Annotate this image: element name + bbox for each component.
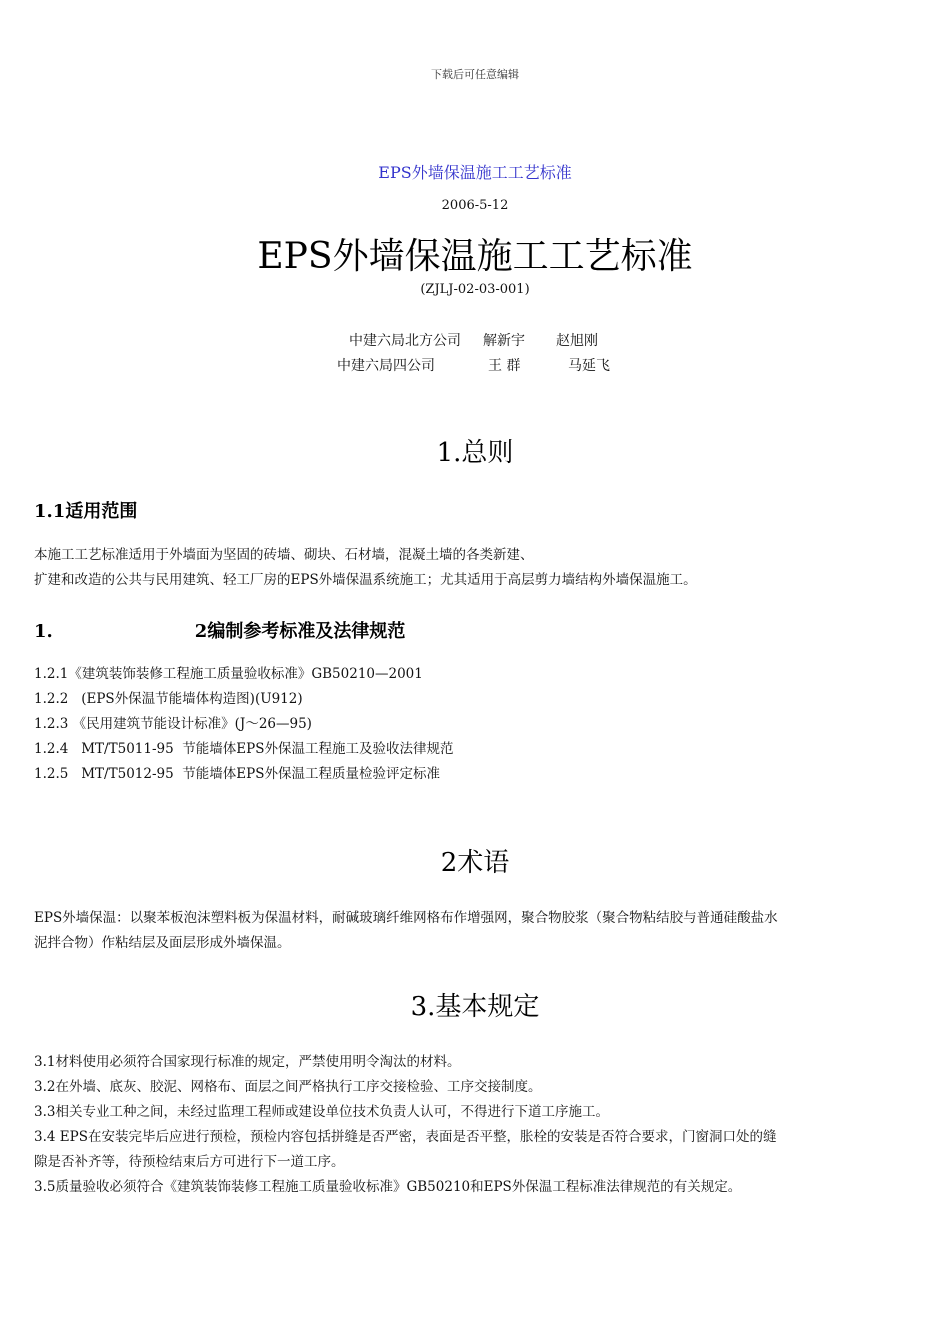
header-note: 下载后可任意编辑 [431, 68, 519, 81]
basic-rules-list [34, 1050, 914, 1200]
reference-list [34, 662, 453, 787]
paragraph-line: EPS外墙保温：以聚苯板泡沫塑料板为保温材料，耐碱玻璃纤维网格布作增强网，聚合物胶浆（聚合物粘结胶与普通硅酸盐水 [34, 910, 778, 926]
list-item: 3.4 EPS在安装完毕后应进行预检，预检内容包括拼缝是否严密，表面是否平整，胀栓的安装是否符合要求，门窗洞口处的缝 [34, 1129, 777, 1145]
heading-text: 2编制参考标准及法律规范 [194, 621, 406, 642]
list-item: 3.1材料使用必须符合国家现行标准的规定，严禁使用明令淘汰的材料。 [34, 1054, 461, 1070]
section-heading-basic-rules: 3.基本规定 [410, 992, 540, 1022]
section-heading-terms: 2术语 [440, 848, 510, 878]
author-org: 中建六局四公司 [337, 358, 435, 374]
author-name: 解新宇 [483, 333, 525, 349]
main-title: EPS外墙保温施工工艺标准 [257, 236, 693, 277]
list-item: 3.2在外墙、底灰、胶泥、网格布、面层之间严格执行工序交接检验、工序交接制度。 [34, 1079, 542, 1095]
document-link-title[interactable]: EPS外墙保温施工工艺标准 [378, 163, 572, 182]
subsection-heading-scope: 1.1适用范围 [34, 501, 138, 522]
terms-paragraph [34, 906, 914, 956]
paragraph-line: 本施工工艺标准适用于外墙面为坚固的砖墙、砌块、石材墙，混凝土墙的各类新建、 [34, 547, 534, 563]
author-name: 赵旭刚 [556, 333, 598, 349]
document-date: 2006-5-12 [441, 198, 509, 213]
section-heading-general: 1.总则 [436, 438, 514, 468]
list-item: 3.3相关专业工种之间，未经过监理工程师或建设单位技术负责人认可，不得进行下道工序施工。 [34, 1104, 609, 1120]
list-item: 1.2.1《建筑装饰装修工程施工质量验收标准》GB50210—2001 [34, 666, 423, 682]
scope-paragraph [34, 543, 914, 593]
author-name: 马延飞 [568, 358, 610, 374]
document-code: (ZJLJ-02-03-001) [420, 282, 530, 297]
paragraph-line: 扩建和改造的公共与民用建筑、轻工厂房的EPS外墙保温系统施工；尤其适用于高层剪力墙结构外墙保温施工。 [34, 572, 697, 588]
heading-number: 1. [34, 621, 53, 642]
list-item: 隙是否补齐等，待预检结束后方可进行下一道工序。 [34, 1154, 345, 1170]
author-org: 中建六局北方公司 [349, 333, 461, 349]
list-item: 1.2.3 《民用建筑节能设计标准》(J～26—95) [34, 716, 312, 732]
list-item: 1.2.5 MT/T5012-95 节能墙体EPS外保温工程质量检验评定标准 [34, 766, 440, 782]
list-item: 1.2.2 (EPS外保温节能墙体构造图)(U912) [34, 691, 303, 707]
list-item: 1.2.4 MT/T5011-95 节能墙体EPS外保温工程施工及验收法律规范 [34, 741, 454, 757]
subsection-heading-references [34, 617, 405, 643]
list-item: 3.5质量验收必须符合《建筑装饰装修工程施工质量验收标准》GB50210和EPS外保温工程标准法律规范的有关规定。 [34, 1179, 742, 1195]
author-name: 王 群 [488, 358, 521, 374]
paragraph-line: 泥拌合物）作粘结层及面层形成外墙保温。 [34, 935, 291, 951]
